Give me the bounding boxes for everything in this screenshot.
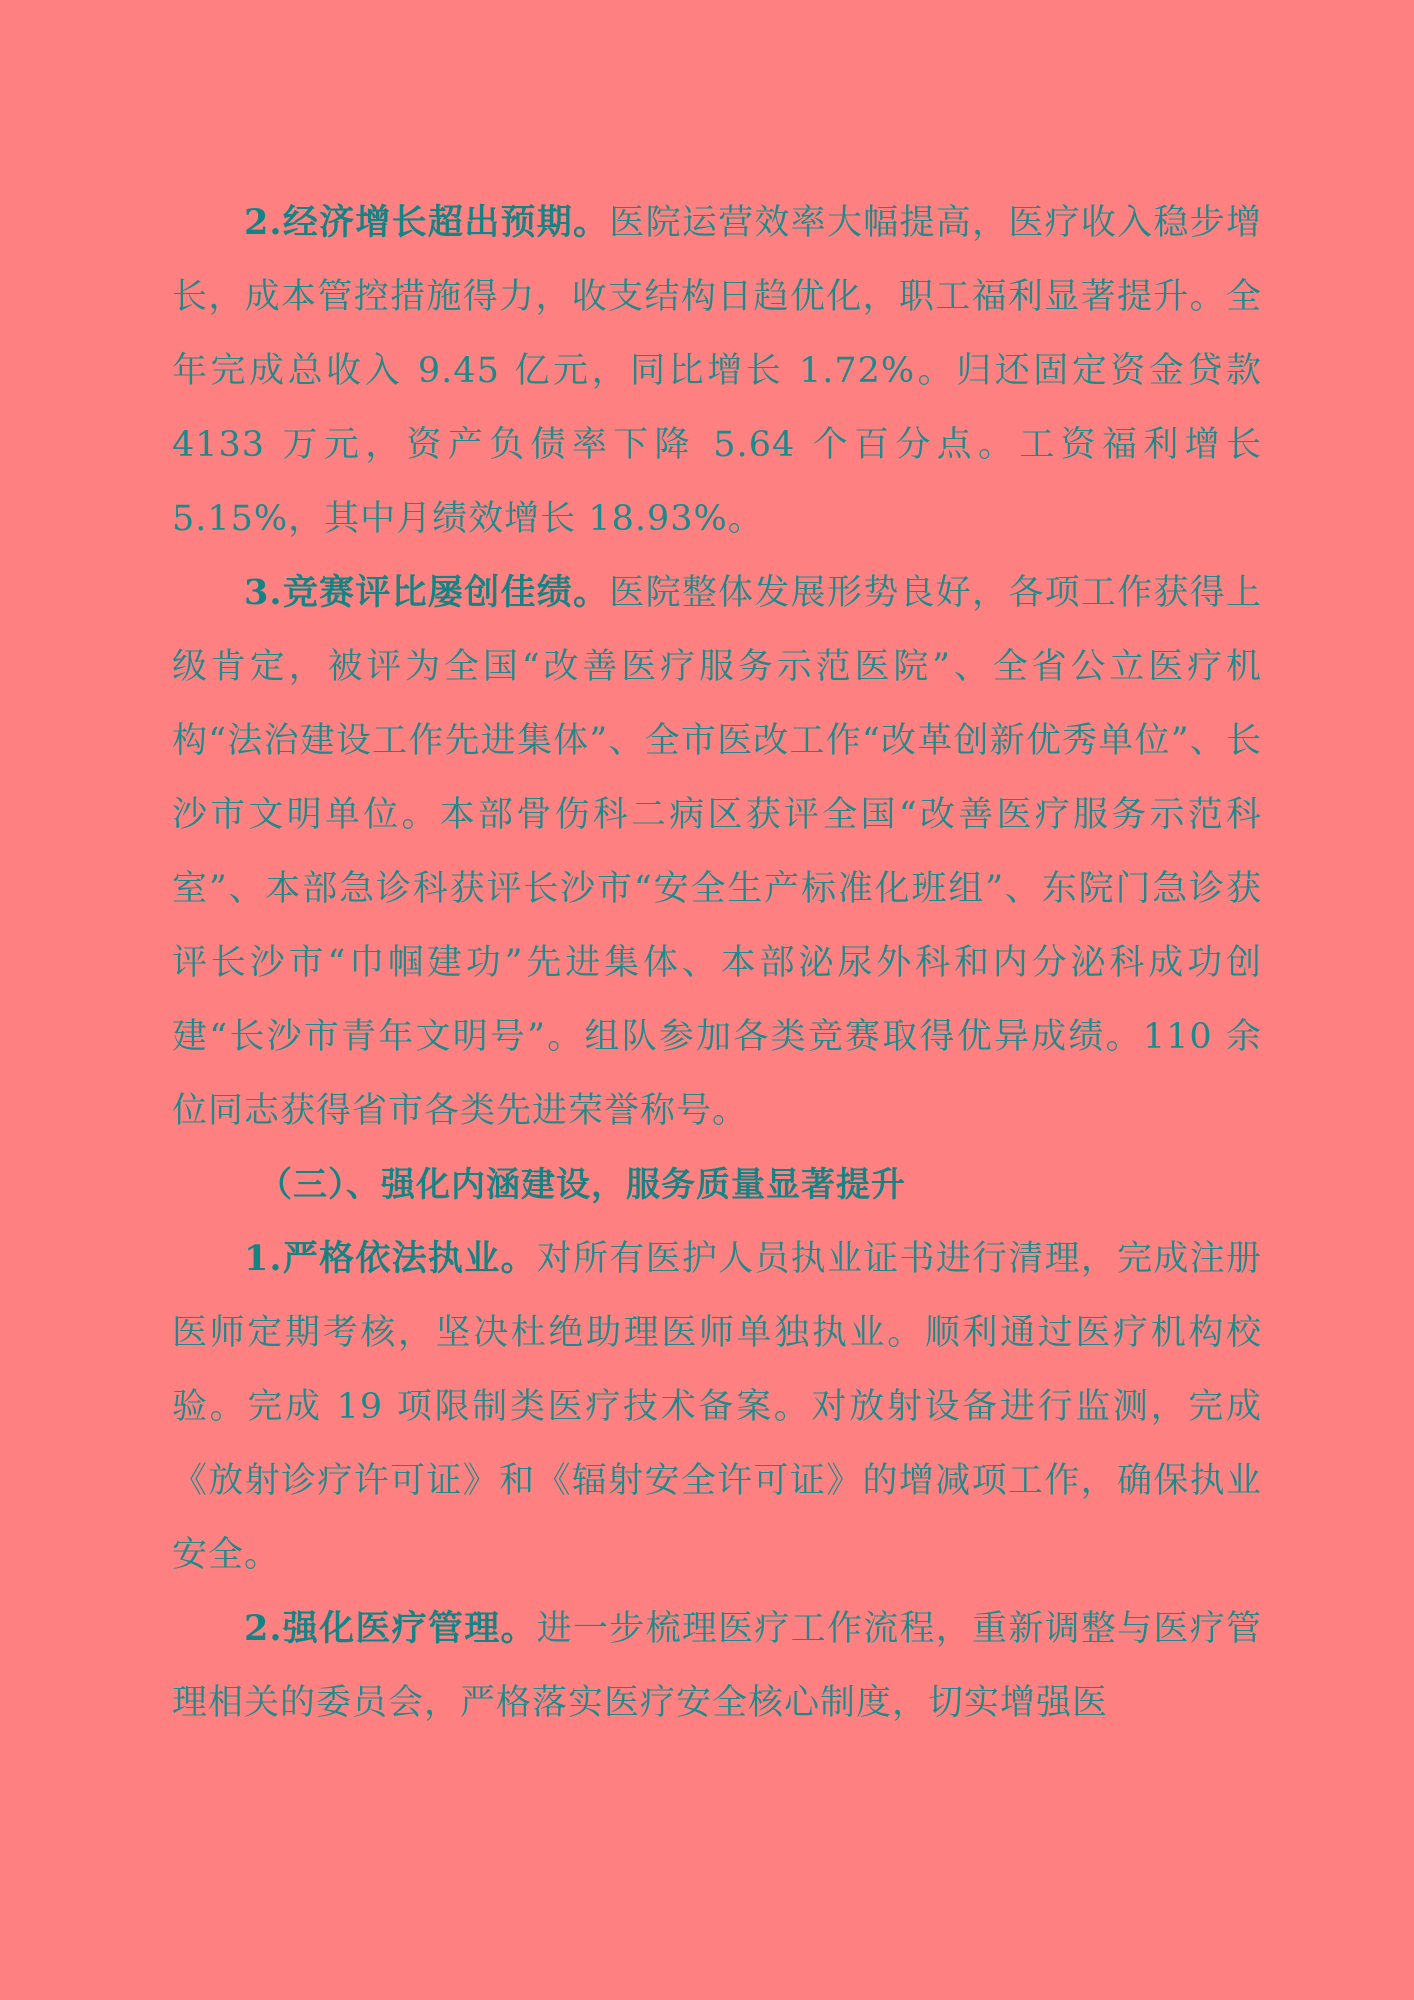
paragraph-legal-practice: [172, 1222, 1262, 1592]
paragraph-lead: 1.严格依法执业。: [244, 1238, 537, 1279]
paragraph-body: 医院整体发展形势良好，各项工作获得上级肯定，被评为全国“改善医疗服务示范医院”、全省公立医疗机构“法治建设工作先进集体”、全市医改工作“改革创新优秀单位”、长沙市文明单位。本部骨伤科二病区获评全国“改善医疗服务示范科室”、本部急诊科获评长沙市“安全生产标准化班组”、东院门急诊获评长沙市“巾帼建功”先进集体、本部泌尿外科和内分泌科成功创建“长沙市青年文明号”。组队参加各类竞赛取得优异成绩。110 余位同志获得省市各类先进荣誉称号。: [172, 573, 1262, 1131]
paragraph-lead: 2.强化医疗管理。: [244, 1608, 537, 1649]
paragraph-lead: 3.竞赛评比屡创佳绩。: [244, 572, 610, 613]
paragraph-competition-awards: [172, 556, 1262, 1148]
paragraph-lead: 2.经济增长超出预期。: [244, 202, 610, 243]
paragraph-economic-growth: [172, 186, 1262, 556]
document-page: [172, 186, 1262, 1740]
paragraph-body: 对所有医护人员执业证书进行清理，完成注册医师定期考核，坚决杜绝助理医师单独执业。顺利通过医疗机构校验。完成 19 项限制类医疗技术备案。对放射设备进行监测，完成《放射诊疗许可证》和《辐射安全许可证》的增减项工作，确保执业安全。: [172, 1239, 1262, 1575]
paragraph-body: 医院运营效率大幅提高，医疗收入稳步增长，成本管控措施得力，收支结构日趋优化，职工福利显著提升。全年完成总收入 9.45 亿元，同比增长 1.72%。归还固定资金贷款 4133 万元，资产负债率下降 5.64 个百分点。工资福利增长 5.15%，其中月绩效增长 18.93%。: [172, 203, 1262, 539]
paragraph-medical-management: [172, 1592, 1262, 1740]
section-heading: （三）、强化内涵建设，服务质量显著提升: [258, 1165, 906, 1205]
paragraph-body: 进一步梳理医疗工作流程，重新调整与医疗管理相关的委员会，严格落实医疗安全核心制度，切实增强医: [172, 1609, 1262, 1723]
